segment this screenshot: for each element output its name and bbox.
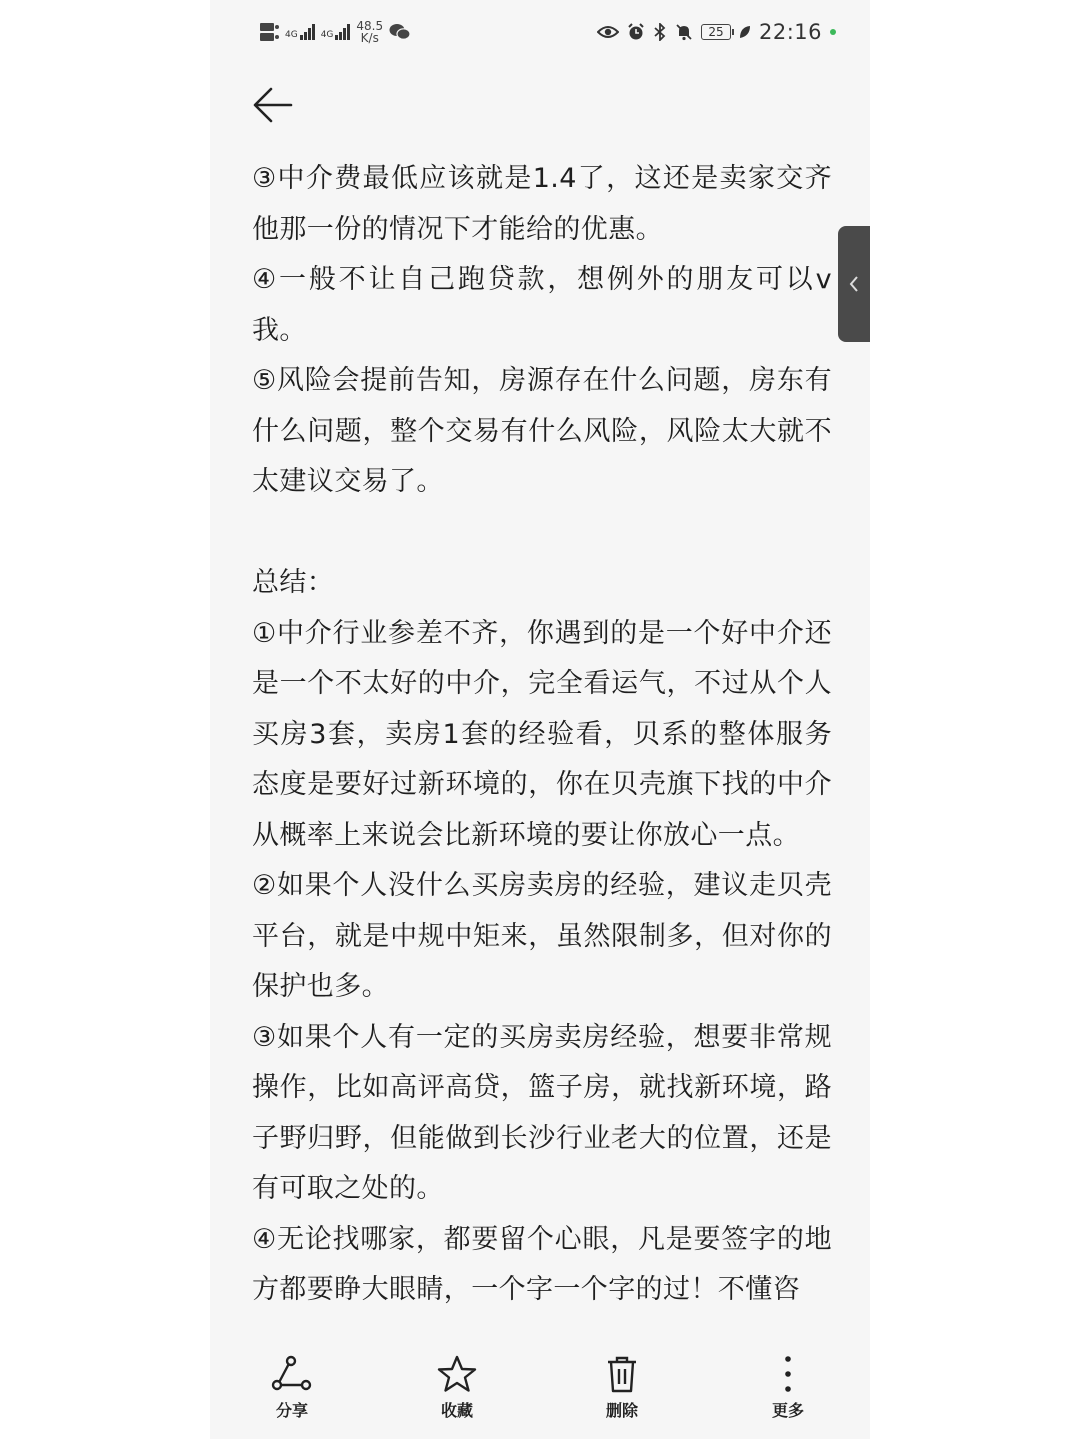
speed-value: 48.5 — [356, 19, 384, 33]
more-vertical-icon — [766, 1354, 810, 1394]
network-type-2: 4G — [320, 30, 334, 40]
mute-icon — [675, 23, 693, 41]
sim-icon — [260, 23, 279, 41]
summary-point-4: ④无论找哪家，都要留个心眼，凡是要签字的地方都要睁大眼睛，一个字一个字的过！不懂咨 — [252, 1223, 832, 1305]
article-content — [252, 154, 832, 1340]
wechat-icon — [389, 23, 411, 41]
share-button[interactable] — [242, 1354, 342, 1421]
summary-heading: 总结： — [252, 567, 335, 598]
summary-point-1: ①中介行业参差不齐，你遇到的是一个好中介还是一个不太好的中介，完全看运气，不过从个人买房3套，卖房1套的经验看，贝系的整体服务态度是要好过新环境的，你在贝壳旗下找的中介从概率上来说会比新环境的要让你放心一点。 — [252, 617, 832, 851]
eye-icon — [597, 25, 619, 39]
paragraph-2: ④一般不让自己跑贷款，想例外的朋友可以v我。 — [252, 264, 832, 346]
summary-point-2: ②如果个人没什么买房卖房的经验，建议走贝壳平台，就是中规中矩来，虽然限制多，但对你的保护也多。 — [252, 870, 832, 1002]
chevron-left-icon — [847, 274, 861, 294]
more-label: 更多 — [771, 1401, 804, 1420]
battery-icon — [701, 24, 731, 40]
speed-unit: K/s — [360, 31, 379, 45]
clock: 22:16 — [758, 20, 822, 44]
bluetooth-icon — [653, 23, 667, 41]
summary-point-3: ③如果个人有一定的买房卖房经验，想要非常规操作，比如高评高贷，篮子房，就找新环境，路子野归野，但能做到长沙行业老大的位置，还是有可取之处的。 — [252, 1021, 832, 1204]
favorite-button[interactable] — [407, 1354, 507, 1421]
blank-line — [252, 508, 832, 559]
signal-icon — [285, 24, 315, 40]
network-type-1: 4G — [285, 30, 298, 40]
battery-level: 25 — [708, 25, 724, 39]
back-button[interactable] — [252, 84, 294, 126]
trash-icon — [600, 1354, 644, 1394]
paragraph-1: ③中介费最低应该就是1.4了，这还是卖家交齐他那一份的情况下才能给的优惠。 — [252, 163, 832, 245]
leaf-icon — [739, 25, 751, 39]
paragraph-3: ⑤风险会提前告知，房源存在什么问题，房东有什么问题，整个交易有什么风险，风险太大就不太建议交易了。 — [252, 365, 832, 497]
side-panel-handle[interactable] — [838, 226, 870, 342]
phone-screen — [210, 0, 870, 1439]
delete-label: 删除 — [605, 1401, 638, 1420]
share-label: 分享 — [275, 1401, 308, 1420]
bottom-toolbar — [210, 1340, 870, 1439]
more-button[interactable] — [738, 1354, 838, 1421]
status-right — [597, 20, 836, 44]
back-arrow-icon — [252, 84, 294, 126]
star-icon — [435, 1354, 479, 1394]
share-icon — [270, 1354, 314, 1394]
network-speed — [356, 20, 383, 44]
status-bar — [210, 14, 870, 56]
privacy-indicator — [830, 29, 836, 35]
alarm-icon — [627, 23, 645, 41]
delete-button[interactable] — [572, 1354, 672, 1421]
favorite-label: 收藏 — [440, 1401, 473, 1420]
status-left — [260, 20, 411, 44]
signal-icon-2 — [321, 24, 351, 40]
